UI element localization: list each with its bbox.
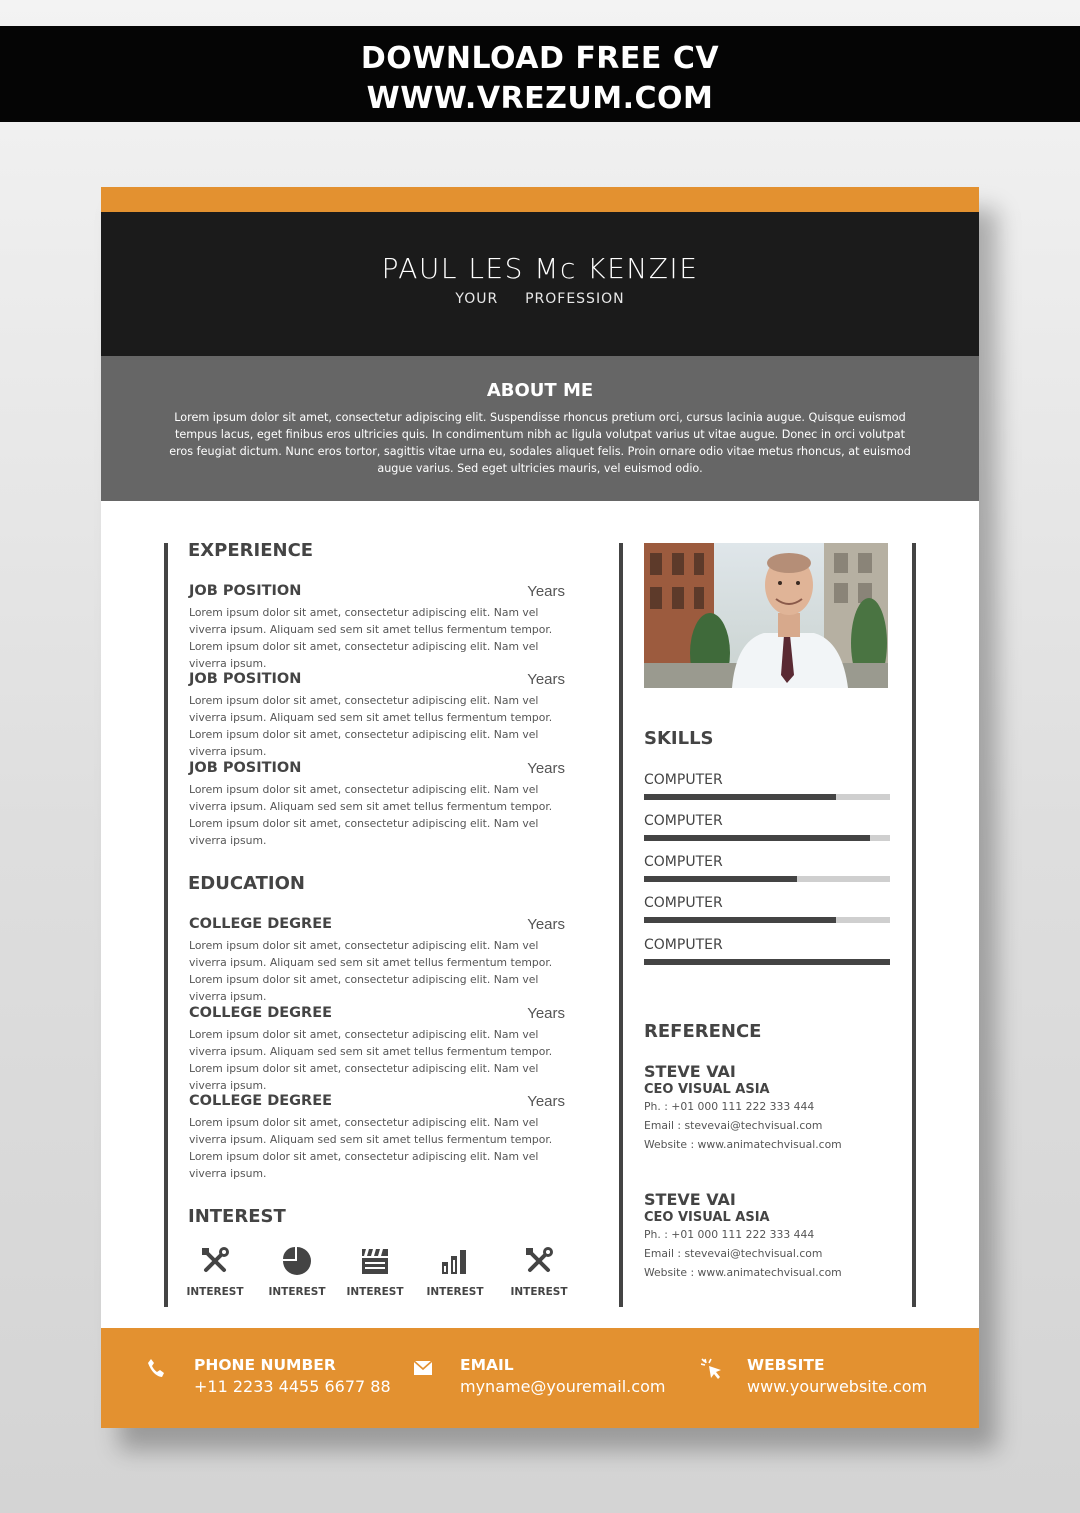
skill-bar bbox=[644, 876, 890, 882]
education-item bbox=[189, 1005, 565, 1094]
job-position: JOB POSITION bbox=[189, 671, 302, 687]
skill-label: COMPUTER bbox=[644, 895, 723, 911]
reference-title: REFERENCE bbox=[644, 1021, 762, 1042]
skill-label: COMPUTER bbox=[644, 772, 723, 788]
job-description: Lorem ipsum dolor sit amet, consectetur adipiscing elit. Nam vel viverra ipsum. Aliquam sed sem sit amet tellus fermentum tempor. Lorem ipsum dolor sit amet, consectetur adipiscing elit. Nam vel viverra ipsum. bbox=[189, 783, 553, 847]
accent-top-bar bbox=[101, 187, 979, 212]
download-banner bbox=[0, 26, 1080, 122]
degree-name: COLLEGE DEGREE bbox=[189, 1005, 333, 1021]
job-description: Lorem ipsum dolor sit amet, consectetur adipiscing elit. Nam vel viverra ipsum. Aliquam sed sem sit amet tellus fermentum tempor. Lorem ipsum dolor sit amet, consectetur adipiscing elit. Nam vel viverra ipsum. bbox=[189, 694, 553, 758]
reference-website: Website : www.animatechvisual.com bbox=[644, 1266, 842, 1279]
pie-chart-icon bbox=[282, 1246, 312, 1276]
experience-item bbox=[189, 583, 565, 672]
phone-label: PHONE NUMBER bbox=[194, 1356, 336, 1374]
job-years: Years bbox=[527, 671, 565, 688]
profile-photo bbox=[644, 543, 888, 688]
degree-name: COLLEGE DEGREE bbox=[189, 916, 333, 932]
phone-icon bbox=[147, 1358, 165, 1378]
interest-item bbox=[261, 1246, 333, 1298]
email-value: myname@youremail.com bbox=[460, 1377, 666, 1396]
degree-description: Lorem ipsum dolor sit amet, consectetur adipiscing elit. Nam vel viverra ipsum. Aliquam sed sem sit amet tellus fermentum tempor. Lorem ipsum dolor sit amet, consectetur adipiscing elit. Nam vel viverra ipsum. bbox=[189, 1116, 553, 1180]
reference-phone: Ph. : +01 000 111 222 333 444 bbox=[644, 1100, 815, 1113]
interest-label: INTEREST bbox=[346, 1286, 404, 1298]
education-item bbox=[189, 1093, 565, 1182]
reference-phone: Ph. : +01 000 111 222 333 444 bbox=[644, 1228, 815, 1241]
degree-years: Years bbox=[527, 916, 565, 933]
bar-chart-icon bbox=[440, 1246, 470, 1276]
contact-website bbox=[747, 1356, 927, 1396]
education-title: EDUCATION bbox=[188, 873, 305, 894]
skill-bar-fill bbox=[644, 876, 797, 882]
contact-phone bbox=[194, 1356, 391, 1396]
interest-label: INTEREST bbox=[186, 1286, 244, 1298]
reference-name: STEVE VAI bbox=[644, 1062, 736, 1081]
interest-title: INTEREST bbox=[188, 1206, 286, 1227]
degree-description: Lorem ipsum dolor sit amet, consectetur adipiscing elit. Nam vel viverra ipsum. Aliquam sed sem sit amet tellus fermentum tempor. Lorem ipsum dolor sit amet, consectetur adipiscing elit. Nam vel viverra ipsum. bbox=[189, 1028, 553, 1092]
reference-item bbox=[644, 1190, 884, 1282]
skill-bar-fill bbox=[644, 835, 870, 841]
interest-item bbox=[179, 1246, 251, 1298]
reference-email: Email : stevevai@techvisual.com bbox=[644, 1119, 823, 1132]
about-section bbox=[101, 356, 979, 501]
job-years: Years bbox=[527, 583, 565, 600]
middle-divider bbox=[619, 543, 623, 1307]
degree-description: Lorem ipsum dolor sit amet, consectetur adipiscing elit. Nam vel viverra ipsum. Aliquam sed sem sit amet tellus fermentum tempor. Lorem ipsum dolor sit amet, consectetur adipiscing elit. Nam vel viverra ipsum. bbox=[189, 939, 553, 1003]
skill-item bbox=[644, 895, 890, 923]
job-years: Years bbox=[527, 760, 565, 777]
about-text: Lorem ipsum dolor sit amet, consectetur adipiscing elit. Suspendisse rhoncus pretium orci, cursus lacinia augue. Quisque euismod tempus lacus, eget finibus eros ultricies quis. In condimentum nibh ac ligula volutpat varius ut vitae augue. Donec in orci volutpat eros feugiat dictum. Nunc eros tortor, sagittis vitae urna eu, sodales aliquet felis. Proin ornare odio vitae metus rhoncus, at euismod augue varius. Sed eget ultricies mauris, vel euismod odio. bbox=[169, 411, 911, 475]
interest-label: INTEREST bbox=[426, 1286, 484, 1298]
envelope-icon bbox=[414, 1361, 432, 1375]
resume-header bbox=[101, 212, 979, 356]
interest-label: INTEREST bbox=[510, 1286, 568, 1298]
banner-line-1: DOWNLOAD FREE CV bbox=[360, 41, 720, 76]
interest-label: INTEREST bbox=[268, 1286, 326, 1298]
skill-bar-fill bbox=[644, 959, 890, 965]
skill-item bbox=[644, 854, 890, 882]
skill-item bbox=[644, 772, 890, 800]
reference-item bbox=[644, 1062, 884, 1154]
skill-label: COMPUTER bbox=[644, 854, 723, 870]
reference-email: Email : stevevai@techvisual.com bbox=[644, 1247, 823, 1260]
experience-item bbox=[189, 760, 565, 849]
left-divider bbox=[164, 543, 168, 1307]
cursor-click-icon bbox=[701, 1358, 723, 1380]
website-value: www.yourwebsite.com bbox=[747, 1377, 928, 1396]
banner-line-2: WWW.VREZUM.COM bbox=[366, 81, 714, 116]
reference-title-text: CEO VISUAL ASIA bbox=[644, 1082, 770, 1097]
candidate-name: PAUL LES Mc KENZIE bbox=[381, 252, 699, 285]
skill-bar bbox=[644, 794, 890, 800]
website-label: WEBSITE bbox=[747, 1356, 825, 1374]
job-description: Lorem ipsum dolor sit amet, consectetur adipiscing elit. Nam vel viverra ipsum. Aliquam sed sem sit amet tellus fermentum tempor. Lorem ipsum dolor sit amet, consectetur adipiscing elit. Nam vel viverra ipsum. bbox=[189, 606, 553, 670]
tools-icon bbox=[524, 1246, 554, 1276]
job-position: JOB POSITION bbox=[189, 583, 302, 599]
interest-item bbox=[339, 1246, 411, 1298]
experience-title: EXPERIENCE bbox=[188, 540, 314, 561]
skill-bar bbox=[644, 835, 890, 841]
reference-title-text: CEO VISUAL ASIA bbox=[644, 1210, 770, 1225]
reference-name: STEVE VAI bbox=[644, 1190, 736, 1209]
skill-label: COMPUTER bbox=[644, 813, 723, 829]
candidate-profession: YOUR PROFESSION bbox=[455, 291, 625, 307]
tools-icon bbox=[200, 1246, 230, 1276]
contact-email bbox=[460, 1356, 665, 1396]
skills-title: SKILLS bbox=[644, 728, 714, 749]
skill-item bbox=[644, 937, 890, 965]
email-label: EMAIL bbox=[460, 1356, 514, 1374]
degree-years: Years bbox=[527, 1093, 565, 1110]
about-title: ABOUT ME bbox=[486, 380, 594, 401]
skill-bar-fill bbox=[644, 794, 836, 800]
skill-item bbox=[644, 813, 890, 841]
skill-bar-fill bbox=[644, 917, 836, 923]
skill-label: COMPUTER bbox=[644, 937, 723, 953]
right-divider bbox=[912, 543, 916, 1307]
phone-value: +11 2233 4455 6677 88 bbox=[194, 1377, 391, 1396]
degree-years: Years bbox=[527, 1005, 565, 1022]
education-item bbox=[189, 916, 565, 1005]
interest-item bbox=[503, 1246, 575, 1298]
skill-bar bbox=[644, 917, 890, 923]
contact-footer bbox=[101, 1328, 979, 1428]
job-position: JOB POSITION bbox=[189, 760, 302, 776]
resume-page bbox=[101, 187, 979, 1428]
clapperboard-icon bbox=[360, 1246, 390, 1276]
reference-website: Website : www.animatechvisual.com bbox=[644, 1138, 842, 1151]
skill-bar bbox=[644, 959, 890, 965]
experience-item bbox=[189, 671, 565, 760]
degree-name: COLLEGE DEGREE bbox=[189, 1093, 333, 1109]
interest-item bbox=[419, 1246, 491, 1298]
